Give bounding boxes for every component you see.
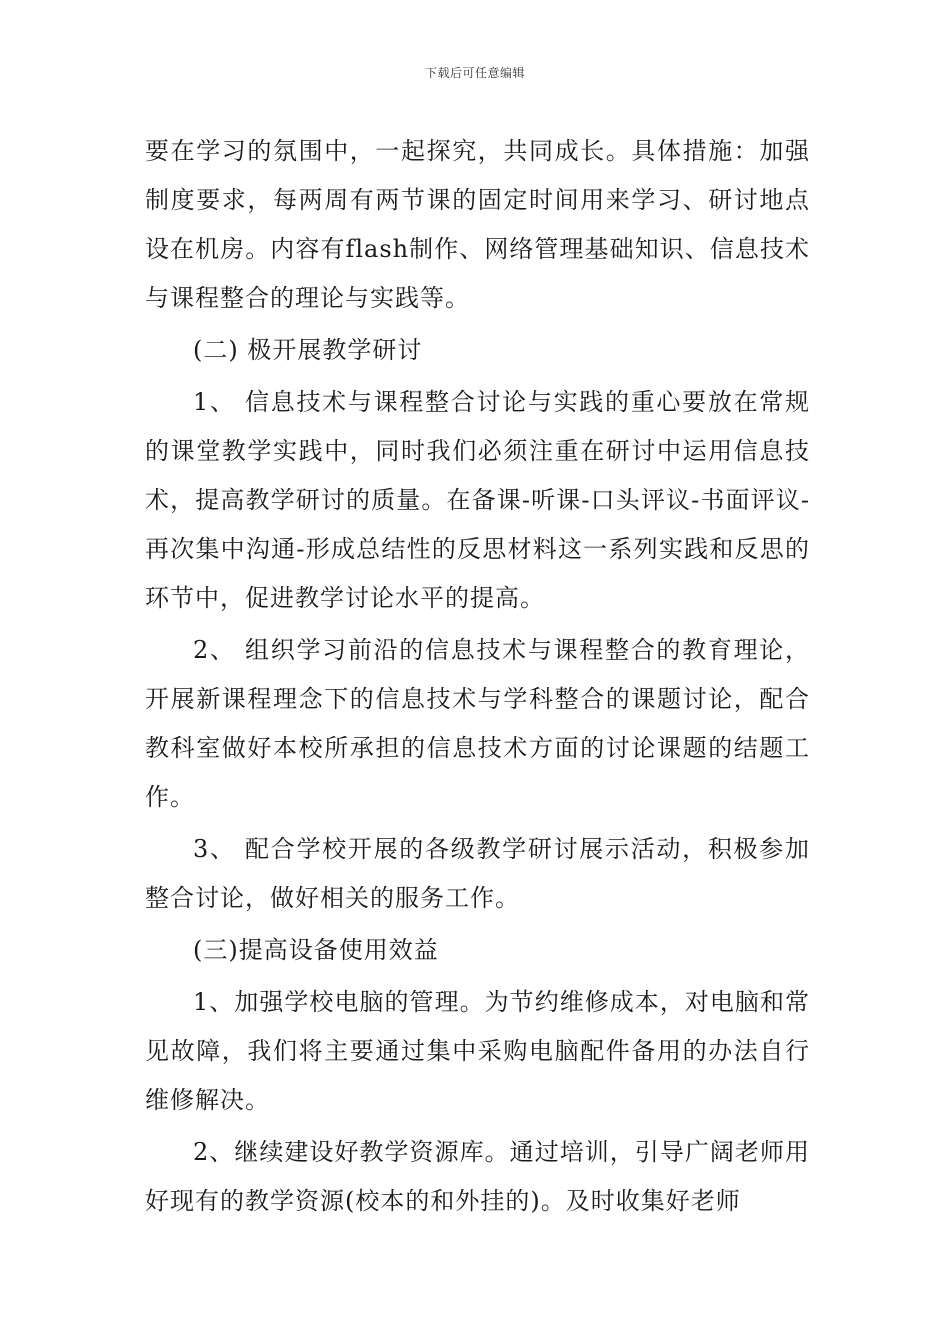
paragraph-4: 2、 组织学习前沿的信息技术与课程整合的教育理论，开展新课程理念下的信息技术与学科整合的课题讨论，配合教科室做好本校所承担的信息技术方面的讨论课题的结题工作。 <box>145 636 810 811</box>
section-heading-2: (二) 极开展教学研讨 <box>193 336 423 364</box>
paragraph-3: 1、 信息技术与课程整合讨论与实践的重心要放在常规的课堂教学实践中，同时我们必须注重在研讨中运用信息技术，提高教学研讨的质量。在备课-听课-口头评议-书面评议-再次集中沟通-形成总结性的反思材料这一系列实践和反思的环节中，促进教学讨论水平的提高。 <box>145 388 810 612</box>
paragraph-7: 1、加强学校电脑的管理。为节约维修成本，对电脑和常见故障，我们将主要通过集中采购电脑配件备用的办法自行维修解决。 <box>145 988 810 1114</box>
paragraph-5: 3、 配合学校开展的各级教学研讨展示活动，积极参加整合讨论，做好相关的服务工作。 <box>145 835 810 912</box>
paragraph-1: 要在学习的氛围中，一起探究，共同成长。具体措施：加强制度要求，每两周有两节课的固定时间用来学习、研讨地点设在机房。内容有flash制作、网络管理基础知识、信息技术与课程整合的理论与实践等。 <box>145 137 810 312</box>
document-body <box>145 127 810 1226</box>
page-header: 下载后可任意编辑 <box>424 66 525 80</box>
paragraph-8: 2、继续建设好教学资源库。通过培训，引导广阔老师用好现有的教学资源(校本的和外挂的)。及时收集好老师 <box>145 1138 810 1215</box>
section-heading-3: (三)提高设备使用效益 <box>193 936 439 964</box>
